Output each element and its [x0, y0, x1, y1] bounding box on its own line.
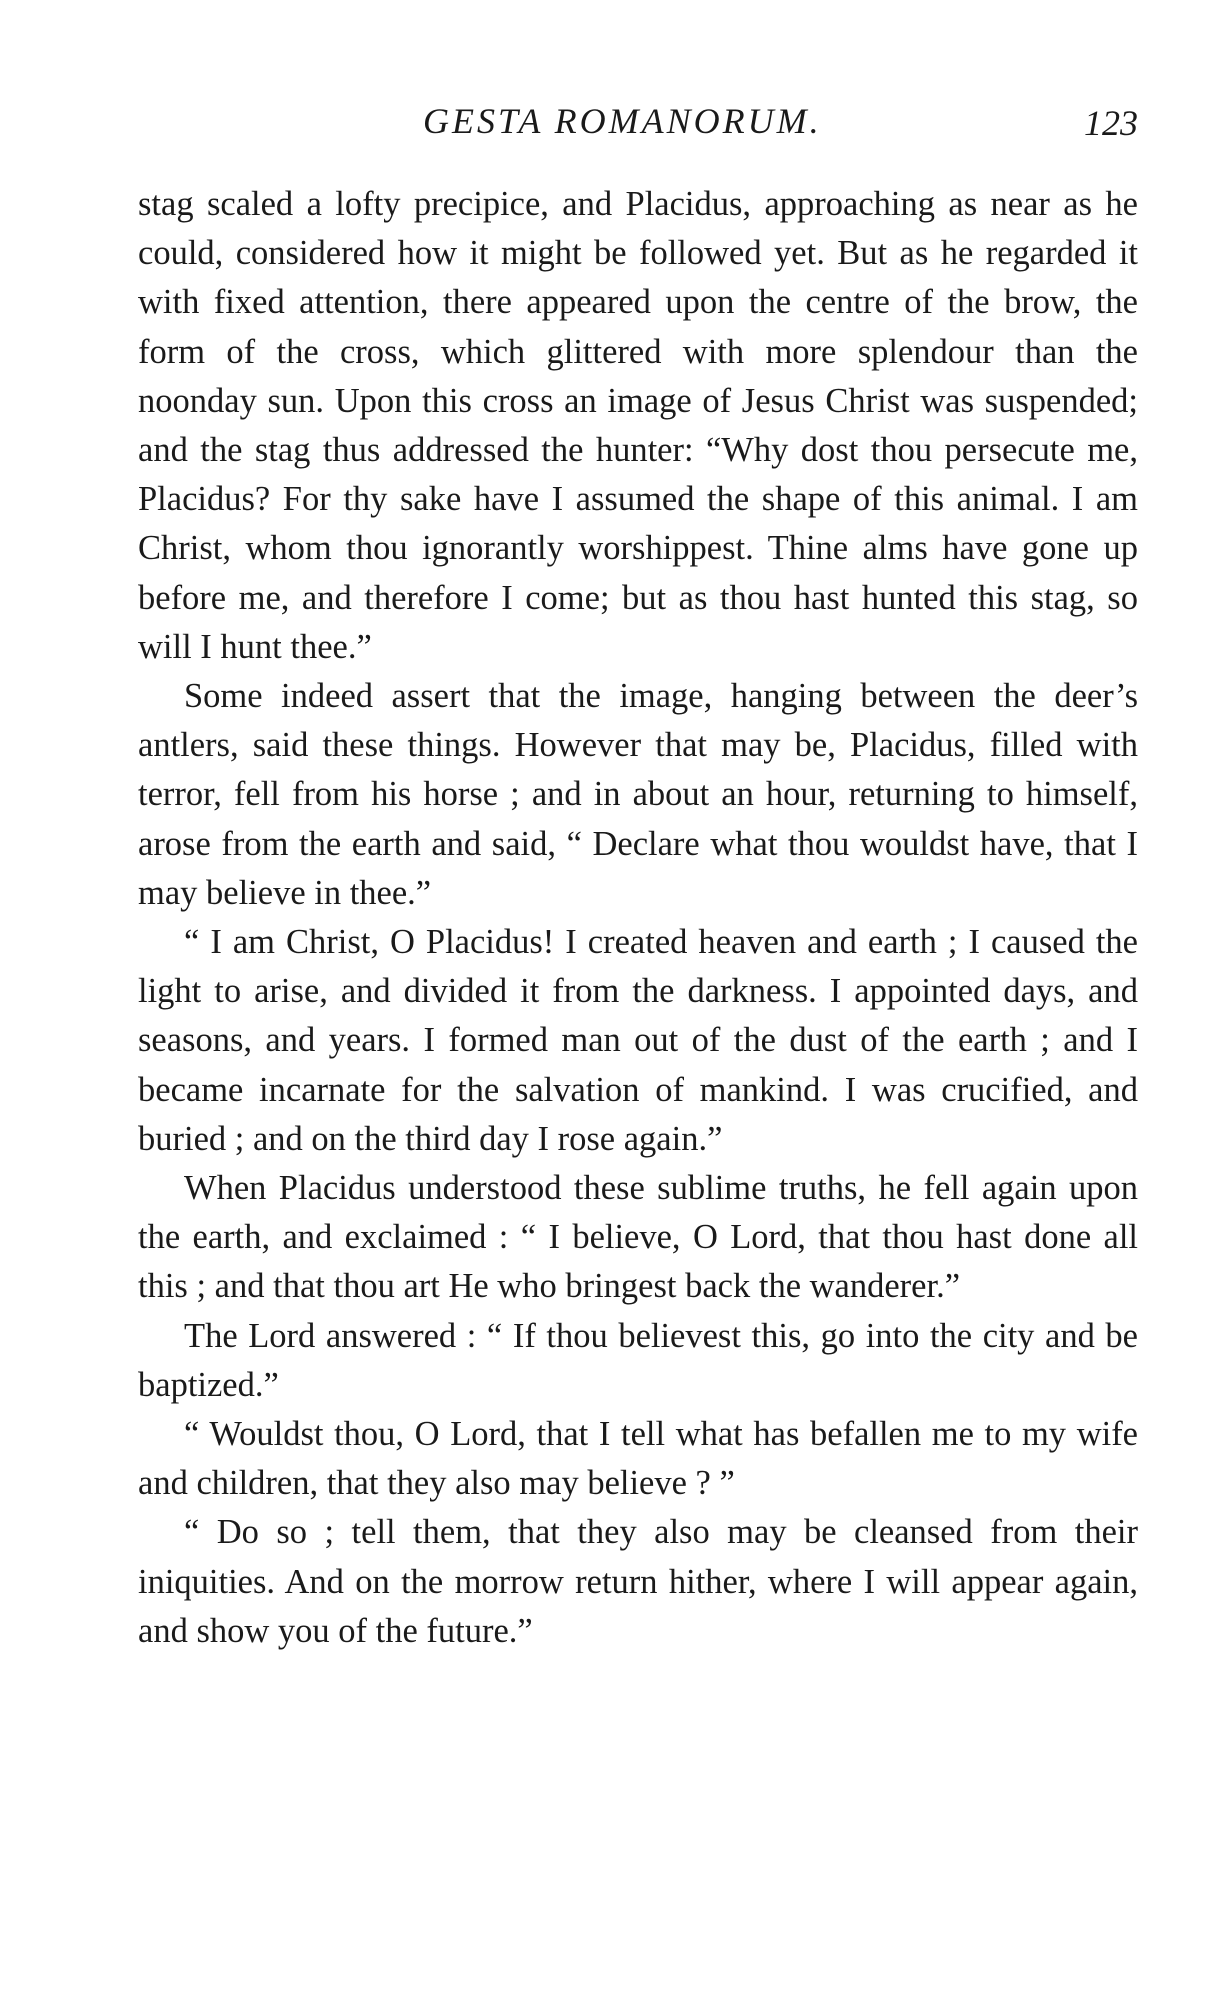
- paragraph: “ Wouldst thou, O Lord, that I tell what has befallen me to my wife and children, that they also may believe ? ”: [138, 1415, 1138, 1503]
- running-title: GESTA ROMANORUM.: [423, 101, 822, 141]
- running-head: [138, 100, 1138, 150]
- paragraph: The Lord answered : “ If thou believest this, go into the city and be baptized.”: [138, 1316, 1138, 1404]
- paragraph: “ I am Christ, O Placidus! I created heaven and earth ; I caused the light to arise, and divided it from the darkness. I appointed days, and seasons, and years. I formed man out of the dust of the earth ; and I became incarnate for the salvation of mankind. I was crucified, and buried ; and on the third day I rose again.”: [138, 923, 1138, 1158]
- body-text: [138, 180, 1138, 1656]
- paragraph: “ Do so ; tell them, that they also may be cleansed from their iniquities. And on the morrow return hither, where I will appear again, and show you of the future.”: [138, 1513, 1138, 1650]
- paragraph: Some indeed assert that the image, hanging between the deer’s antlers, said these things. However that may be, Placidus, filled with terror, fell from his horse ; and in about an hour, returning to himself, arose from the earth and said, “ Declare what thou wouldst have, that I may believe in thee.”: [138, 677, 1138, 912]
- paragraph: When Placidus understood these sublime truths, he fell again upon the earth, and exclaimed : “ I believe, O Lord, that thou hast done all this ; and that thou art He who bringest back the wanderer.”: [138, 1169, 1138, 1306]
- paragraph-continued: stag scaled a lofty precipice, and Placidus, approaching as near as he could, considered how it might be followed yet. But as he regarded it with fixed attention, there appeared upon the centre of the brow, the form of the cross, which glittered with more splendour than the noonday sun. Upon this cross an image of Jesus Christ was suspended; and the stag thus addressed the hunter: “Why dost thou persecute me, Placidus? For thy sake have I assumed the shape of this animal. I am Christ, whom thou ignorantly worshippest. Thine alms have gone up before me, and therefore I come; but as thou hast hunted this stag, so will I hunt thee.”: [138, 185, 1138, 666]
- page-number: 123: [1084, 103, 1138, 143]
